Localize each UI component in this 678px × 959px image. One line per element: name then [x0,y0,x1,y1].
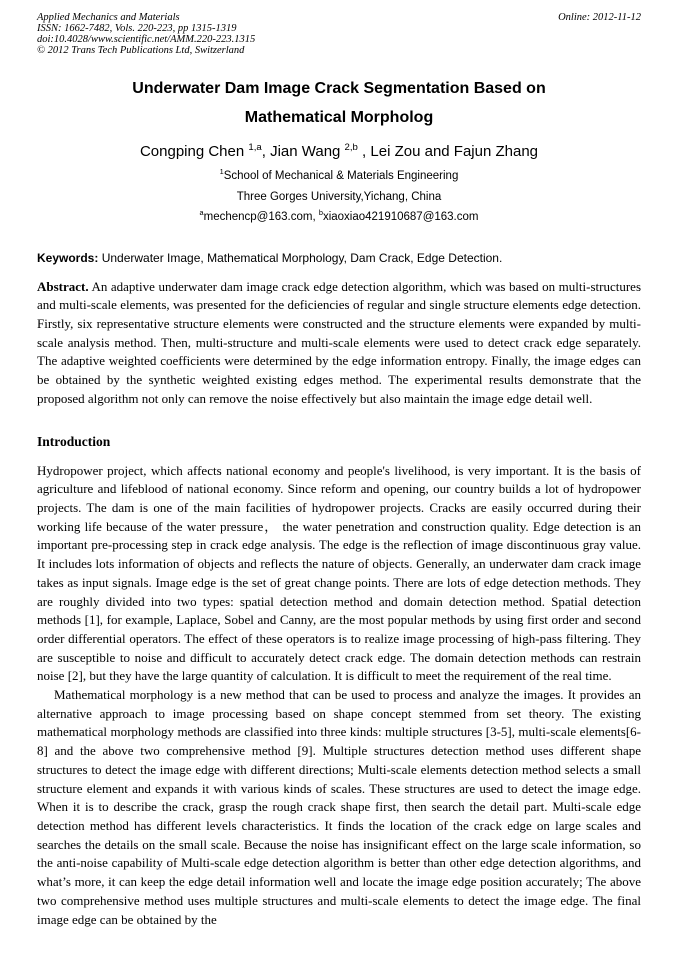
author-name: Lei Zou and Fajun Zhang [370,143,539,160]
email-address-b: xiaoxiao421910687@163.com [322,211,479,223]
authors-line [37,143,641,160]
copyright-line: © 2012 Trans Tech Publications Ltd, Switzerland [37,45,245,56]
introduction-paragraph-1: Hydropower project, which affects national economy and people's livelihood, is very important. It is the basis of agriculture and lifeblood of national economy. Since reform and opening, our country builds a lot of hydropower projects. The dam is one of the main facilities of hydropower projects. Cracks are easily occurred during their working life because of the water pressure， the water penetration and construction quality. Edge detection is an important pre-processing step in crack edge analysis. The edge is the reflection of image discontinuous gray value. It includes lots information of objects and reflects the nature of objects. Generally, an underwater dam crack image takes as input signals. Image edge is the set of great change points. There are lots of edge detection methods. They are roughly divided into two types: spatial detection method and domain detection method. Spatial detection methods [1], for example, Laplace, Sobel and Canny, are the most popular methods by using first order and second order differential operators. The effect of these operators is to realize image processing of high-pass filtering. They are susceptible to noise and difficult to accurately detect crack edge. The domain detection methods can restrain noise [2], but they have the large quantity of calculation. It is difficult to meet the requirement of the real time. [37,462,641,684]
author-separator: , [357,143,371,160]
doi-line: doi:10.4028/www.scientific.net/AMM.220-223.1315 [37,34,256,45]
affiliation-text: School of Mechanical & Materials Engineering [223,170,459,182]
paper-title: Underwater Dam Image Crack Segmentation Based on Mathematical Morpholog [132,80,546,126]
email-mark-b: b [318,208,323,218]
email-address-a: mechencp@163.com, [203,211,319,223]
introduction-paragraph-2: Mathematical morphology is a new method that can be used to process and analyze the images. It provides an alternative approach to image processing based on shape concept stemmed from set theory. The existing mathematical morphology methods are classified into three kinds: multiple structures [3-5], multi-scale elements[6-8] and the above two comprehensive method [9]. Multiple structures detection method uses different shape structures to detect the image edge with different directions; Multi-scale elements detection method selects a small structure element and expands it with various kinds of scales. These structures are used to detect the image edge. When it is to describe the crack, grasp the rough crack shape first, then search the detail part. Multi-scale edge detection method has different levels characteristics. It finds the location of the crack edge on large scales and searches the details on the small scale. Because the noise has insignificant effect on the large scale information, so the anti-noise capability of Multi-scale edge detection algorithm is better than other edge detection algorithms, and what’s more, it can keep the edge detail information well and locate the image edge position accurately; The above two comprehensive method uses multiple structures and multi-scale elements to detect the image edge. The final image edge can be obtained by the [37,687,641,927]
abstract-label: Abstract. [37,278,89,294]
author-affil-mark: 1,a [248,142,262,153]
affiliation-line-1 [37,166,641,187]
abstract-text: An adaptive underwater dam image crack edge detection algorithm, which was based on multi-structures and multi-scale elements, was presented for the deficiencies of regular and single structure elements edge detection. Firstly, six representative structure elements were constructed and the structure elements were expanded by multi-scale analysis method. Then, multi-structure and multi-scale elements were used to detect crack edge separately. The adaptive weighted coefficients were determined by the edge information entropy. Finally, the image edges can be obtained by the synthetic weighted existing edges method. The experimental results demonstrate that the proposed algorithm not only can remove the noise effectively but also maintain the image edge detail well. [37,278,641,406]
author-name: Jian Wang [270,143,345,160]
keywords-paragraph [37,251,641,265]
affiliation-mark: 1 [219,167,224,177]
author-affil-mark: 2,b [344,142,358,153]
author-separator: , [261,143,271,160]
keywords-text: Underwater Image, Mathematical Morphology, Dam Crack, Edge Detection. [98,250,503,265]
online-date: Online: 2012-11-12 [558,12,641,23]
email-line [37,207,641,228]
affiliation-block [37,166,641,228]
journal-header [37,12,641,56]
author-name: Congping Chen [139,143,249,160]
abstract-paragraph [37,278,641,409]
section-heading-introduction: Introduction [37,434,111,450]
email-mark-a: a [199,208,204,218]
issn-line: ISSN: 1662-7482, Vols. 220-223, pp 1315-1319 [37,23,237,34]
journal-info-block [37,12,255,56]
affiliation-line-2: Three Gorges University,Yichang, China [236,190,442,203]
keywords-label: Keywords: [37,250,99,265]
journal-name: Applied Mechanics and Materials [37,12,180,23]
